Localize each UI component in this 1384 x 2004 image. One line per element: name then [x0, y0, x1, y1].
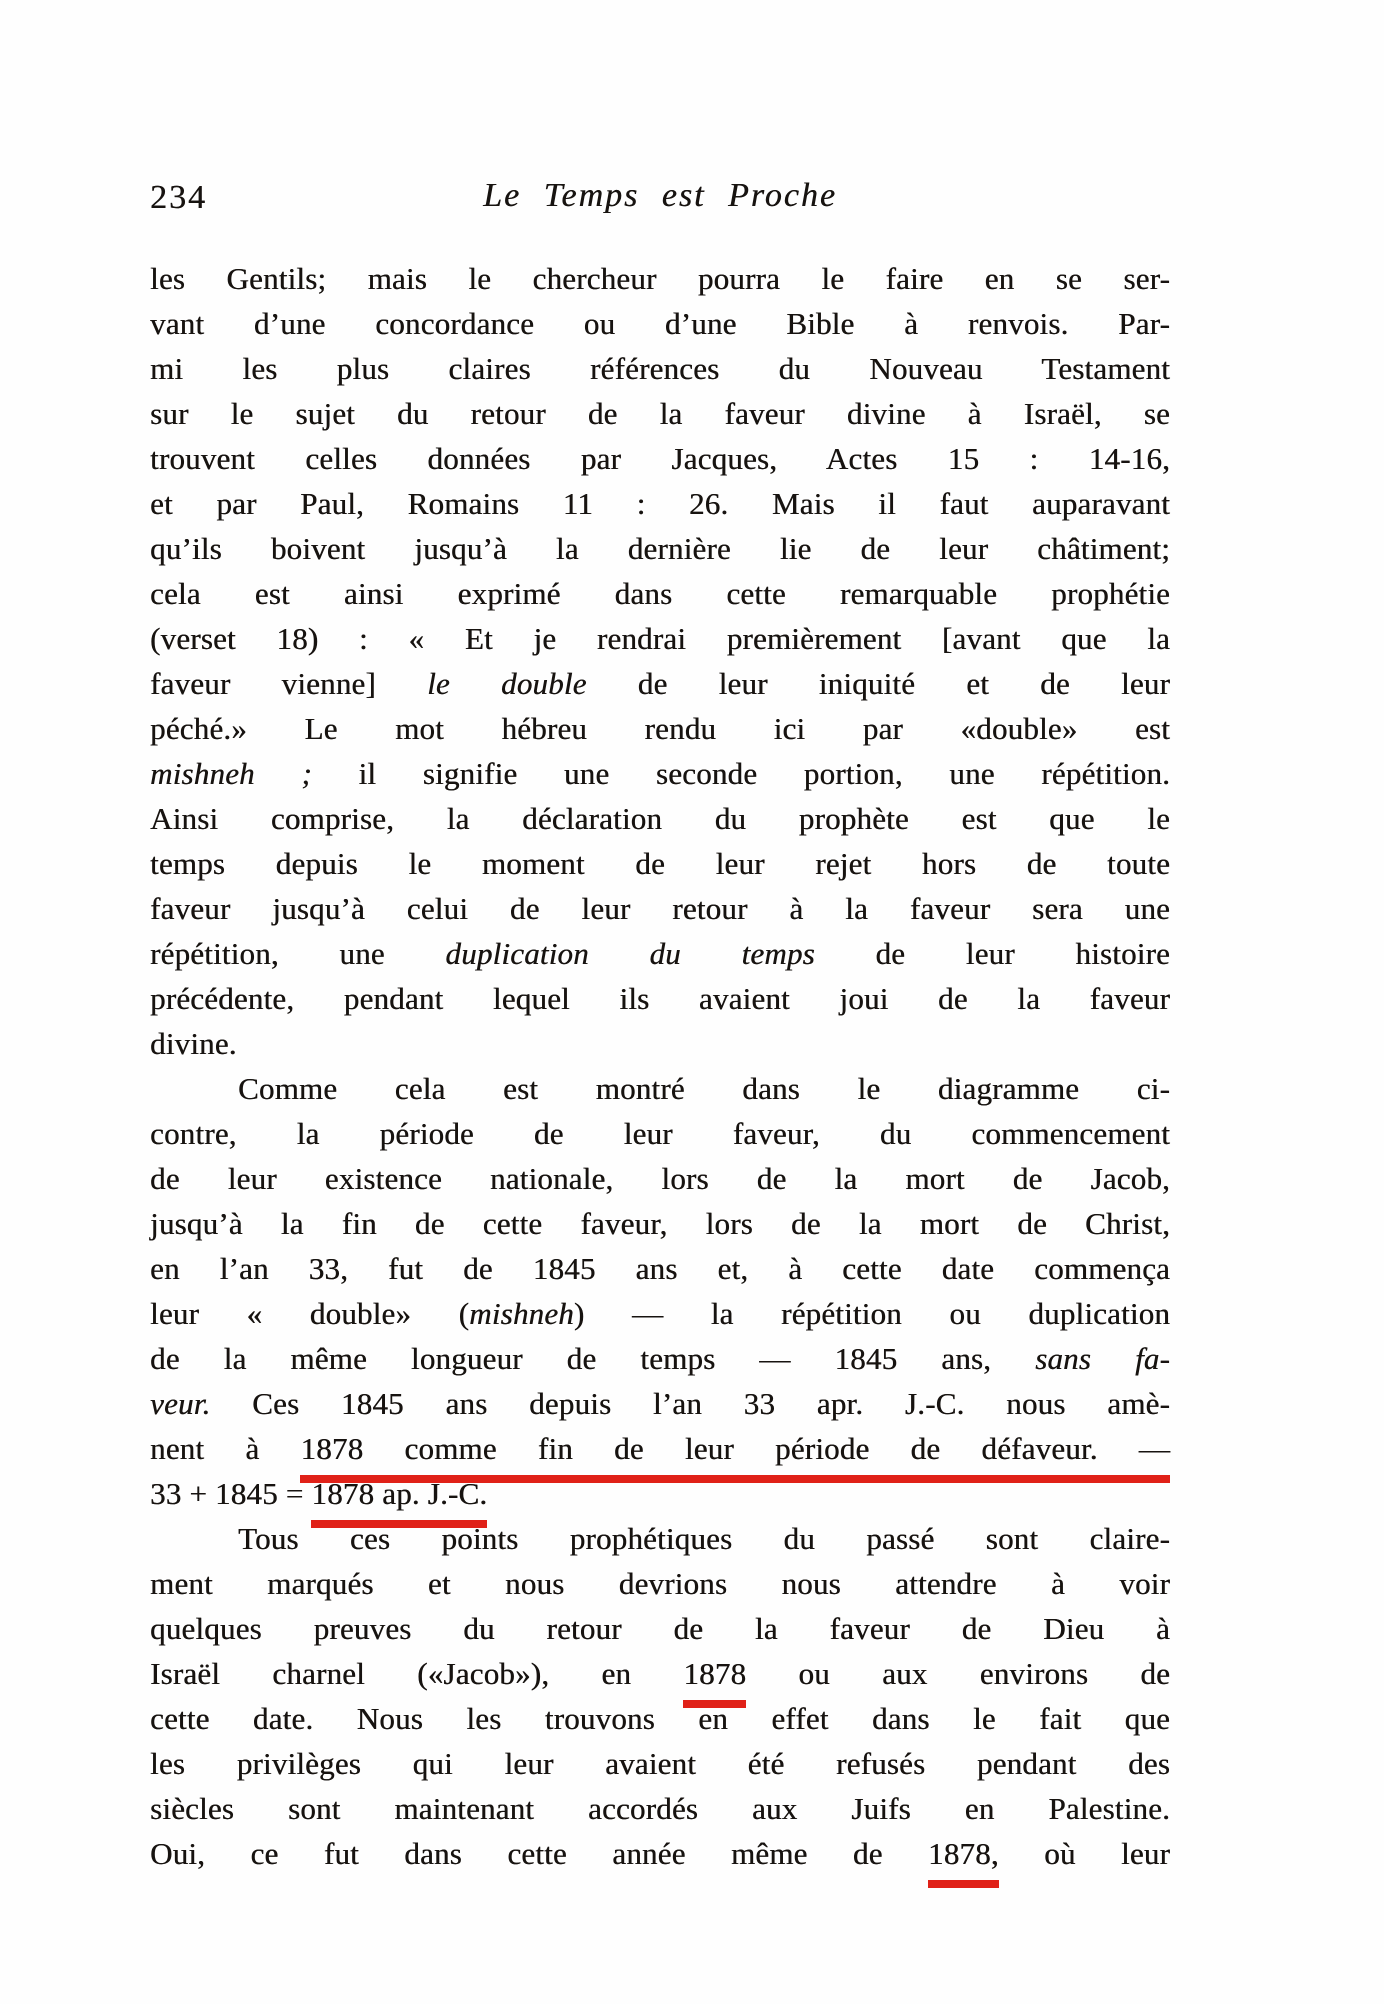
- paragraph: [150, 1516, 1170, 1876]
- text-segment: Israël charnel («Jacob»), en: [150, 1656, 684, 1691]
- text-segment: Tous ces points prophétiques du passé sont claire-: [238, 1521, 1170, 1556]
- text-line: [150, 1831, 1170, 1876]
- text-line: [150, 1291, 1170, 1336]
- text-segment: péché.» Le mot hébreu rendu ici par «double» est: [150, 711, 1170, 746]
- text-line: [150, 256, 1170, 301]
- italic-text: sans fa-: [1035, 1341, 1170, 1376]
- italic-text: mishneh: [469, 1296, 574, 1331]
- paragraph: [150, 256, 1170, 1066]
- text-segment: les Gentils; mais le chercheur pourra le faire en se ser-: [150, 261, 1170, 296]
- text-line: [150, 706, 1170, 751]
- text-segment: faveur vienne]: [150, 666, 428, 701]
- text-segment: de la même longueur de temps — 1845 ans,: [150, 1341, 1036, 1376]
- text-line: [150, 751, 1170, 796]
- text-segment: de leur iniquité et de leur: [586, 666, 1170, 701]
- text-line: [150, 1786, 1170, 1831]
- page-number: 234: [150, 179, 207, 216]
- text-line: [150, 1111, 1170, 1156]
- text-segment: siècles sont maintenant accordés aux Juifs en Palestine.: [150, 1791, 1170, 1826]
- text-line: [150, 1246, 1170, 1291]
- text-line: [150, 391, 1170, 436]
- text-segment: Ces 1845 ans depuis l’an 33 apr. J.-C. nous amè-: [210, 1386, 1170, 1421]
- text-segment: ) — la répétition ou duplication: [573, 1296, 1171, 1331]
- text-line: [150, 301, 1170, 346]
- text-segment: leur « double» (: [150, 1296, 470, 1331]
- text-segment: nent à: [150, 1431, 301, 1466]
- italic-text: duplication du temps: [445, 936, 815, 971]
- text-segment: cela est ainsi exprimé dans cette remarquable prophétie: [150, 576, 1170, 611]
- text-line: [150, 1381, 1170, 1426]
- text-segment: de leur histoire: [814, 936, 1170, 971]
- text-segment: les privilèges qui leur avaient été refusés pendant des: [150, 1746, 1170, 1781]
- text-segment: quelques preuves du retour de la faveur de Dieu à: [150, 1611, 1170, 1646]
- text-line: [150, 931, 1170, 976]
- text-segment: faveur jusqu’à celui de leur retour à la faveur sera une: [150, 891, 1170, 926]
- text-segment: Ainsi comprise, la déclaration du prophète est que le: [150, 801, 1170, 836]
- text-segment: cette date. Nous les trouvons en effet dans le fait que: [150, 1701, 1170, 1736]
- text-segment: qu’ils boivent jusqu’à la dernière lie de leur châtiment;: [150, 531, 1170, 566]
- text-line: [150, 1741, 1170, 1786]
- italic-text: veur.: [150, 1386, 211, 1421]
- text-segment: Oui, ce fut dans cette année même de: [150, 1836, 928, 1871]
- text-line: [150, 1651, 1170, 1696]
- text-segment: trouvent celles données par Jacques, Actes 15 : 14-16,: [150, 441, 1170, 476]
- red-underline-annotation: 1878 comme fin de leur période de défaveur. —: [300, 1431, 1170, 1483]
- text-line: [150, 796, 1170, 841]
- red-underline-annotation: 1878: [683, 1656, 746, 1708]
- paragraph: [150, 1066, 1170, 1516]
- text-line: [150, 1201, 1170, 1246]
- text-line: [150, 841, 1170, 886]
- text-line: [150, 571, 1170, 616]
- text-segment: temps depuis le moment de leur rejet hors de toute: [150, 846, 1170, 881]
- text-segment: divine.: [150, 1026, 237, 1061]
- text-line: [150, 886, 1170, 931]
- text-segment: sur le sujet du retour de la faveur divine à Israël, se: [150, 396, 1170, 431]
- italic-text: mishneh ;: [150, 756, 312, 791]
- text-line: [150, 1696, 1170, 1741]
- text-line: [150, 1561, 1170, 1606]
- text-line: [150, 346, 1170, 391]
- running-title: Le Temps est Proche: [483, 177, 837, 214]
- text-line: [150, 1021, 1170, 1066]
- text-line: [150, 616, 1170, 661]
- text-segment: contre, la période de leur faveur, du commencement: [150, 1116, 1170, 1151]
- text-segment: où leur: [998, 1836, 1170, 1871]
- text-segment: jusqu’à la fin de cette faveur, lors de la mort de Christ,: [150, 1206, 1170, 1241]
- text-line: [150, 976, 1170, 1021]
- italic-text: le double: [427, 666, 587, 701]
- text-segment: répétition, une: [150, 936, 446, 971]
- text-line: [150, 1066, 1170, 1111]
- page-body: [150, 256, 1170, 1876]
- text-segment: vant d’une concordance ou d’une Bible à renvois. Par-: [150, 306, 1170, 341]
- red-underline-annotation: 1878,: [928, 1836, 999, 1888]
- text-segment: il signifie une seconde portion, une répétition.: [311, 756, 1170, 791]
- text-segment: ment marqués et nous devrions nous attendre à voir: [150, 1566, 1170, 1601]
- text-segment: (verset 18) : « Et je rendrai premièrement [avant que la: [150, 621, 1170, 656]
- text-line: [150, 1156, 1170, 1201]
- text-line: [150, 1516, 1170, 1561]
- red-underline-annotation: 1878 ap. J.-C.: [311, 1476, 487, 1528]
- text-segment: Comme cela est montré dans le diagramme ci-: [238, 1071, 1170, 1106]
- text-segment: ou aux environs de: [746, 1656, 1170, 1691]
- text-segment: de leur existence nationale, lors de la mort de Jacob,: [150, 1161, 1170, 1196]
- text-line: [150, 661, 1170, 706]
- text-segment: en l’an 33, fut de 1845 ans et, à cette date commença: [150, 1251, 1170, 1286]
- text-line: [150, 1606, 1170, 1651]
- text-line: [150, 436, 1170, 481]
- text-segment: et par Paul, Romains 11 : 26. Mais il faut auparavant: [150, 486, 1170, 521]
- text-line: [150, 1336, 1170, 1381]
- text-line: [150, 526, 1170, 571]
- text-line: [150, 481, 1170, 526]
- text-segment: 33 + 1845 =: [150, 1476, 312, 1511]
- text-line: [150, 1426, 1170, 1471]
- text-segment: mi les plus claires références du Nouveau Testament: [150, 351, 1170, 386]
- text-segment: précédente, pendant lequel ils avaient joui de la faveur: [150, 981, 1170, 1016]
- page-header: [150, 176, 1170, 218]
